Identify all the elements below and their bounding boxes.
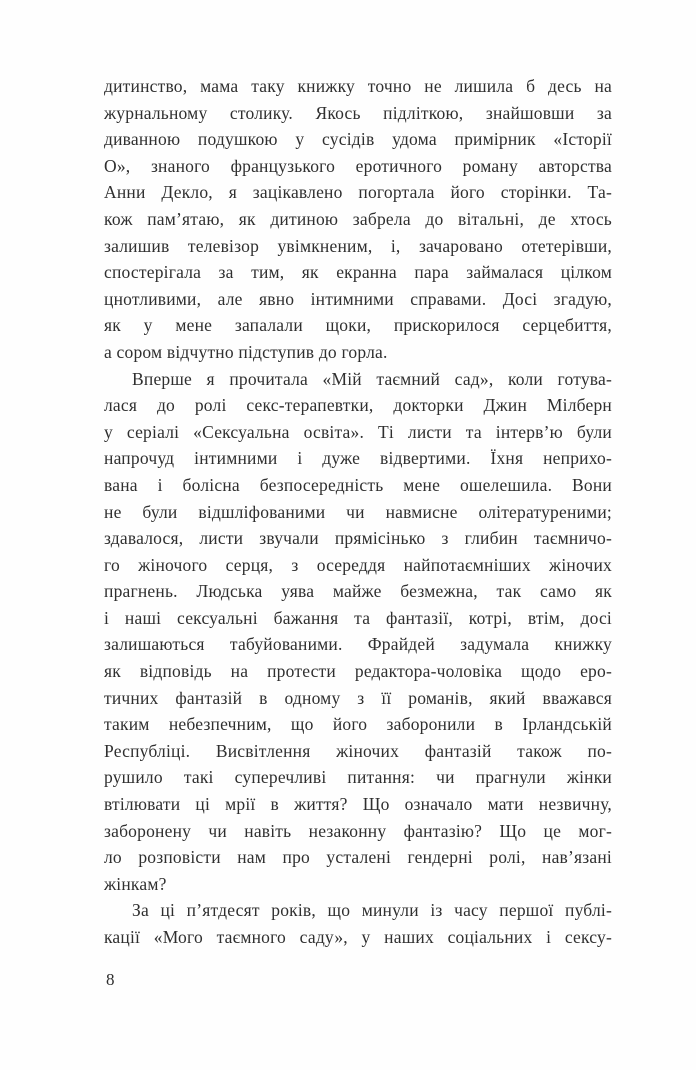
- text-line: жінкам?: [104, 873, 167, 894]
- text-line: цнотливими, але явно інтимними справами. Досі згадую,: [104, 288, 612, 309]
- text-line: як у мене запалали щоки, прискорилося серцебиття,: [104, 315, 612, 336]
- text-line: спостерігала за тим, як екранна пара займалася цілком: [104, 262, 612, 283]
- text-line: Анни Декло, я зацікавлено погортала його сторінки. Та-: [104, 182, 612, 203]
- text-line: ло розповісти нам про усталені гендерні ролі, нав’язані: [104, 847, 612, 868]
- text-line: лася до ролі секс-терапевтки, докторки Джин Мілберн: [104, 395, 612, 416]
- text-line: го жіночого серця, з осереддя найпотаємніших жіночих: [104, 554, 612, 575]
- text-line: залишив телевізор увімкненим, і, зачаровано отетерівши,: [104, 235, 612, 256]
- text-line: Вперше я прочитала «Мій таємний сад», коли готува-: [132, 368, 612, 389]
- text-line: вана і болісна безпосередність мене ошелешила. Вони: [104, 474, 612, 495]
- text-line: рушило такі суперечливі питання: чи прагнули жінки: [104, 767, 612, 788]
- text-line: тичних фантазій в одному з її романів, який вважався: [104, 687, 612, 708]
- text-line: а сором відчутно підступив до горла.: [104, 341, 388, 362]
- text-line: залишаються табуйованими. Фрайдей задумала книжку: [104, 634, 612, 655]
- text-line: журнальному столику. Якось підліткою, знайшовши за: [104, 102, 612, 123]
- text-line: заборонену чи навіть незаконну фантазію? Що це мог-: [104, 820, 612, 841]
- text-line: втілювати ці мрії в життя? Що означало мати незвичну,: [104, 794, 612, 815]
- text-line: кож пам’ятаю, як дитиною забрела до вітальні, де хтось: [104, 208, 612, 229]
- text-line: таким небезпечним, що його заборонили в Ірландській: [104, 714, 612, 735]
- text-line: Республіці. Висвітлення жіночих фантазій також по-: [104, 740, 612, 761]
- text-line: кації «Мого таємного саду», у наших соціальних і сексу-: [104, 927, 612, 947]
- text-line: прагнень. Людська уява майже безмежна, так само як: [104, 581, 612, 602]
- text-line: О», знаного французького еротичного роману авторства: [104, 155, 612, 176]
- text-line: диванною подушкою у сусідів удома примірник «Історії: [104, 129, 612, 150]
- text-line: і наші сексуальні бажання та фантазії, котрі, втім, досі: [104, 607, 612, 628]
- text-line: здавалося, листи звучали прямісінько з глибин таємничо-: [104, 528, 612, 549]
- text-line: у серіалі «Сексуальна освіта». Ті листи та інтерв’ю були: [104, 421, 612, 442]
- text-line: як відповідь на протести редактора-чоловіка щодо еро-: [104, 661, 612, 682]
- text-line: не були відшліфованими чи навмисне олітературеними;: [104, 501, 612, 522]
- page-number: 8: [106, 970, 115, 989]
- text-line: напрочуд інтимними і дуже відвертими. Їхня неприхо-: [104, 448, 612, 469]
- text-line: дитинство, мама таку книжку точно не лишила б десь на: [104, 76, 612, 96]
- body-text: [104, 73, 612, 951]
- text-line: За ці п’ятдесят років, що минули із часу першої публі-: [132, 900, 612, 921]
